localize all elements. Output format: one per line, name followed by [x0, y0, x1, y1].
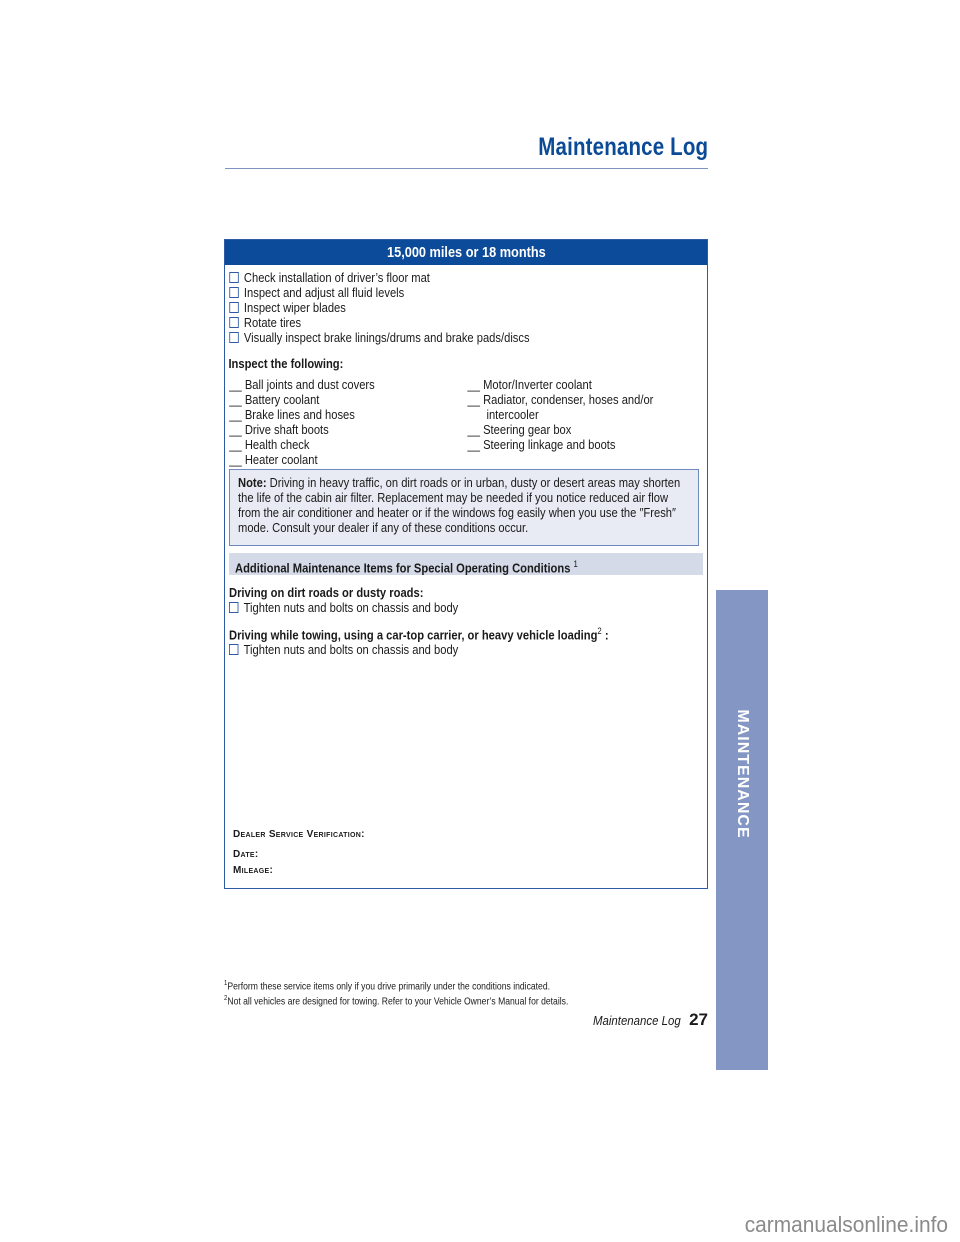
maintenance-log-box: [224, 239, 708, 889]
note-text: Driving in heavy traffic, on dirt roads or in urban, dusty or desert areas may shorten the life of the cabin air filter. Replacement may be needed if you notice reduced air flow from the air conditioner and heater or if the windows fog easily when you use the ″Fresh″ mode. Consult your dealer if any of these conditions occur.: [238, 475, 681, 535]
inspect-item: __ Motor/Inverter coolant: [467, 377, 592, 392]
condition-title: Driving while towing, using a car-top carrier, or heavy vehicle loading$^2$ :: [229, 626, 609, 643]
footnote: $^1$Perform these service items only if you drive primarily under the conditions indicated.: [224, 980, 551, 993]
page-number: 27: [689, 1010, 708, 1029]
checklist-item: Visually inspect brake linings/drums and brake pads/discs: [229, 330, 706, 345]
inspect-item: __ Steering gear box: [467, 422, 572, 437]
footnotes: [224, 978, 704, 1009]
special-conditions: [229, 585, 703, 657]
inspect-item: __ Health check: [229, 437, 310, 452]
condensed-content: [225, 270, 706, 467]
inspect-item: __ Drive shaft boots: [229, 422, 329, 437]
note-label: Note:: [238, 475, 267, 490]
section-side-tab: [716, 590, 768, 1070]
checkbox-icon[interactable]: [229, 332, 238, 343]
verification-label: Dealer Service Verification:: [233, 829, 365, 840]
page-title: Maintenance Log: [538, 133, 708, 161]
checkbox-icon[interactable]: [229, 602, 238, 613]
checkbox-icon[interactable]: [229, 644, 238, 655]
checklist-item: Tighten nuts and bolts on chassis and body: [229, 600, 702, 615]
inspect-item-continued: intercooler: [486, 407, 539, 422]
inspect-list-left: [229, 377, 467, 467]
inspect-list-right: [468, 377, 706, 467]
mileage-label: Mileage:: [233, 865, 274, 876]
interval-header: [225, 240, 707, 265]
footnote-ref: 1: [573, 559, 578, 569]
footnote: $^2$Not all vehicles are designed for towing. Refer to your Vehicle Owner’s Manual for details.: [224, 995, 569, 1008]
inspect-item: __ Ball joints and dust covers: [229, 377, 375, 392]
service-checklist: [229, 270, 706, 345]
note-box: [229, 469, 699, 546]
inspect-item: __ Heater coolant: [229, 452, 318, 467]
title-rule: [225, 168, 708, 169]
inspect-item: __ Radiator, condenser, hoses and/or: [467, 392, 654, 407]
condition-title: Driving on dirt roads or dusty roads:: [229, 585, 424, 600]
checklist-item: Inspect wiper blades: [229, 300, 706, 315]
inspect-heading: Inspect the following:: [228, 356, 344, 371]
side-tab-label: MAINTENANCE: [734, 709, 751, 839]
interval-header-text: 15,000 miles or 18 months: [386, 244, 546, 261]
checklist-item: Inspect and adjust all fluid levels: [229, 285, 706, 300]
checkbox-icon[interactable]: [229, 287, 238, 298]
checklist-item: Tighten nuts and bolts on chassis and body: [229, 642, 702, 657]
checkbox-icon[interactable]: [229, 272, 238, 283]
inspect-item: __ Steering linkage and boots: [467, 437, 616, 452]
checklist-item: Check installation of driver’s floor mat: [229, 270, 706, 285]
dealer-verification: [233, 825, 365, 881]
checklist-item: Rotate tires: [229, 315, 706, 330]
special-conditions-heading: Additional Maintenance Items for Special Operating Conditions $^1$: [229, 553, 703, 575]
footnote-ref: 2: [597, 626, 602, 636]
inspect-item: __ Battery coolant: [229, 392, 320, 407]
inspect-item: __ Brake lines and hoses: [229, 407, 355, 422]
date-label: Date:: [233, 849, 259, 860]
inspect-list: [229, 377, 706, 467]
page-footer: [581, 1010, 708, 1030]
checkbox-icon[interactable]: [229, 317, 238, 328]
watermark: carmanualsonline.info: [744, 1212, 948, 1237]
footer-section-label: Maintenance Log: [593, 1013, 682, 1028]
checkbox-icon[interactable]: [229, 302, 238, 313]
